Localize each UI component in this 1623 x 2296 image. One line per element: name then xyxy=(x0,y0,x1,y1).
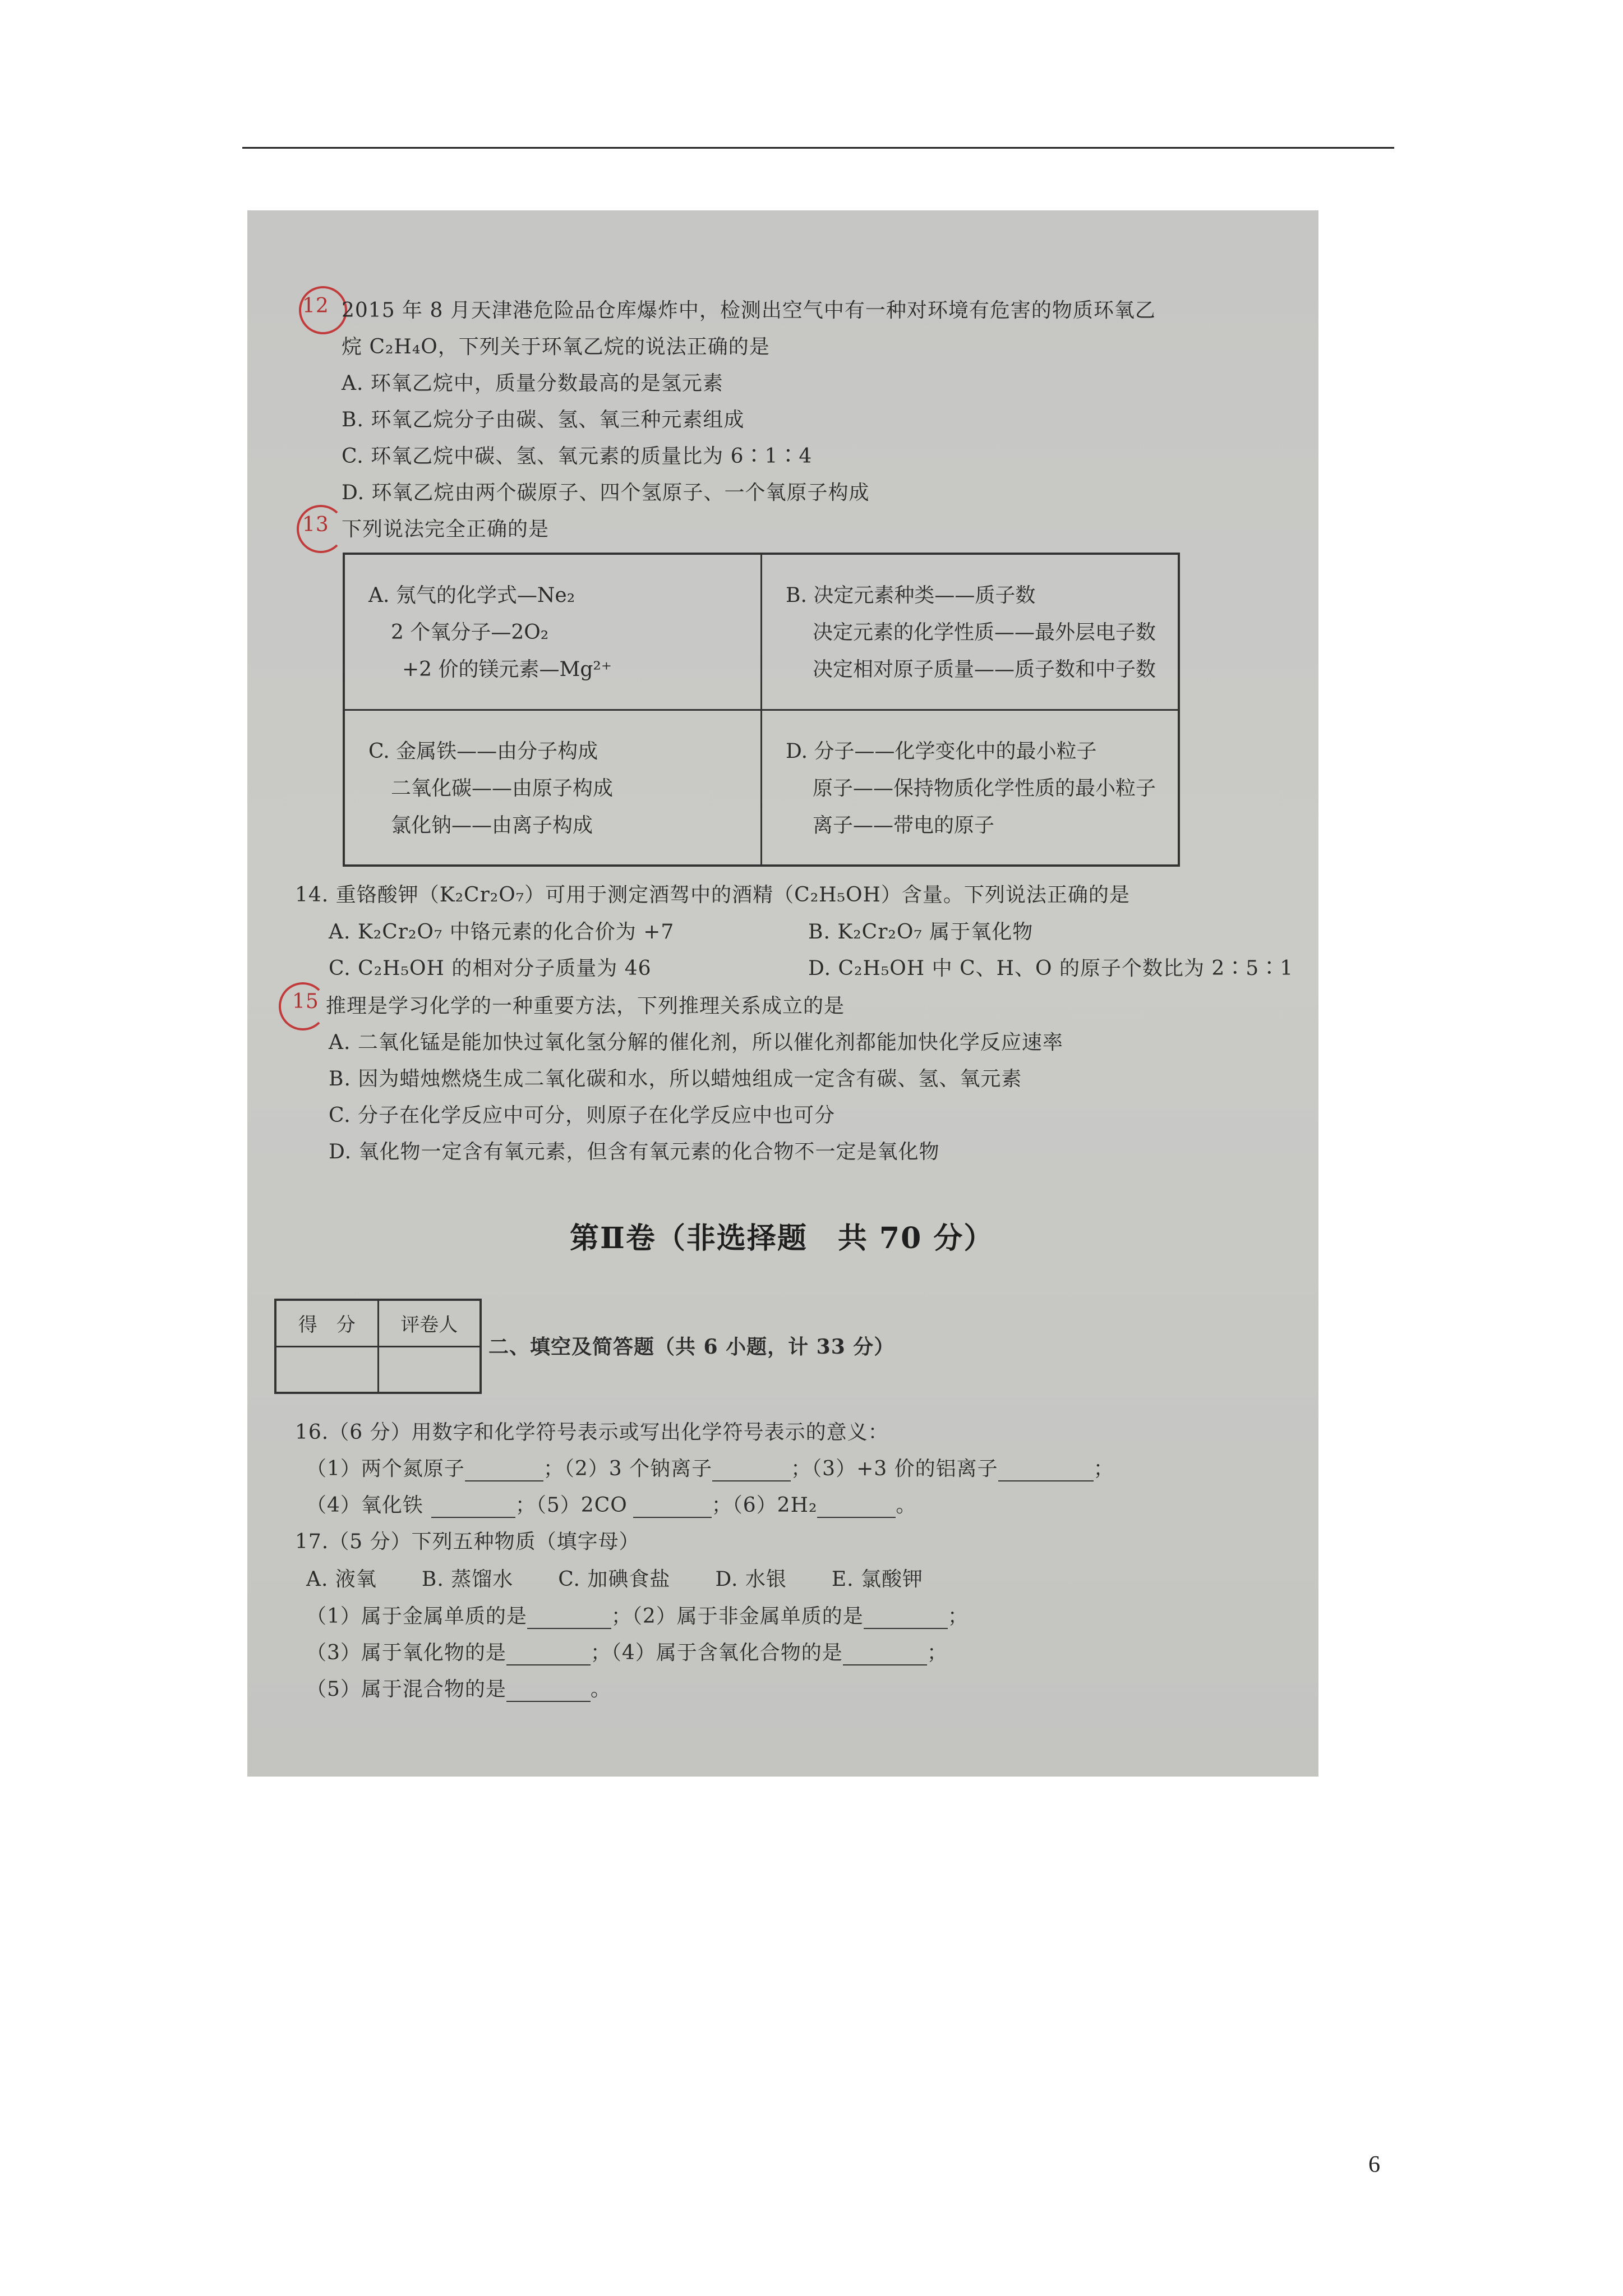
cell-line: A. 氖气的化学式—Ne₂ xyxy=(368,584,575,607)
answer-blank[interactable] xyxy=(712,1461,791,1481)
answer-blank[interactable] xyxy=(633,1498,712,1518)
q15-option-d: D. 氧化物一定含有氧元素，但含有氧元素的化合物不一定是氧化物 xyxy=(329,1140,940,1163)
cell-line: 2 个氧分子—2O₂ xyxy=(391,621,549,644)
q16-part1: （1）两个氮原子 xyxy=(306,1457,465,1480)
q12-option-b: B. 环氧乙烷分子由碳、氢、氧三种元素组成 xyxy=(342,408,745,431)
answer-blank[interactable] xyxy=(864,1609,948,1629)
q13-options-table xyxy=(343,553,1180,867)
q12-number: 12 xyxy=(302,295,329,318)
q15-number: 15 xyxy=(292,990,319,1013)
q13-cell-b xyxy=(762,554,1179,710)
cell-line: 离子——带电的原子 xyxy=(813,813,995,837)
q17-stem: 17.（5 分）下列五种物质（填字母） xyxy=(295,1530,640,1553)
q15-stem: 推理是学习化学的一种重要方法，下列推理关系成立的是 xyxy=(326,995,845,1018)
answer-blank[interactable] xyxy=(506,1645,591,1665)
cell-line: +2 价的镁元素—Mg²⁺ xyxy=(402,658,612,681)
answer-blank[interactable] xyxy=(527,1609,611,1629)
cell-line: D. 分子——化学变化中的最小粒子 xyxy=(786,739,1097,763)
cell-line: 决定元素的化学性质——最外层电子数 xyxy=(813,621,1156,644)
q16-stem: 16.（6 分）用数字和化学符号表示或写出化学符号表示的意义： xyxy=(295,1421,889,1444)
q16-end: 。 xyxy=(896,1494,917,1517)
q15-option-a: A. 二氧化锰是能加快过氧化氢分解的催化剂，所以催化剂都能加快化学反应速率 xyxy=(329,1031,1063,1054)
q15-option-c: C. 分子在化学反应中可分，则原子在化学反应中也可分 xyxy=(329,1104,836,1127)
q17-choice-c: C. 加碘食盐 xyxy=(558,1568,671,1591)
cell-line: 决定相对原子质量——质子数和中子数 xyxy=(813,658,1156,681)
q13-cell-a xyxy=(344,554,762,710)
q12-option-c: C. 环氧乙烷中碳、氢、氧元素的质量比为 6∶1∶4 xyxy=(342,445,813,468)
answer-blank[interactable] xyxy=(843,1645,927,1665)
grader-header: 评卷人 xyxy=(378,1300,481,1346)
q15-option-b: B. 因为蜡烛燃烧生成二氧化碳和水，所以蜡烛组成一定含有碳、氢、氧元素 xyxy=(329,1068,1022,1091)
q14-option-d: D. C₂H₅OH 中 C、H、O 的原子个数比为 2∶5∶1 xyxy=(808,957,1294,980)
q12-option-d: D. 环氧乙烷由两个碳原子、四个氢原子、一个氧原子构成 xyxy=(342,481,870,504)
answer-blank[interactable] xyxy=(465,1461,543,1481)
cell-line: 二氧化碳——由原子构成 xyxy=(391,776,614,800)
q17-semicolon: ； xyxy=(926,1641,948,1664)
q16-semicolon: ； xyxy=(1093,1457,1114,1480)
q16-part5: ；（5）2CO xyxy=(515,1494,628,1517)
q14-option-b: B. K₂Cr₂O₇ 属于氧化物 xyxy=(808,921,1034,944)
q14-stem: 14. 重铬酸钾（K₂Cr₂O₇）可用于测定酒驾中的酒精（C₂H₅OH）含量。下列说法正确的是 xyxy=(295,884,1130,907)
q13-stem: 下列说法完全正确的是 xyxy=(342,518,550,541)
q16-part6: ；（6）2H₂ xyxy=(711,1494,818,1517)
q17-choice-e: E. 氯酸钾 xyxy=(831,1568,924,1591)
q17-choice-b: B. 蒸馏水 xyxy=(421,1568,514,1591)
exam-photo xyxy=(247,210,1318,1777)
q17-line3 xyxy=(306,1673,611,1702)
q16-part3: ；（3）+3 价的铝离子 xyxy=(791,1457,998,1480)
cell-line: B. 决定元素种类——质子数 xyxy=(786,584,1036,607)
q14-option-a: A. K₂Cr₂O₇ 中铬元素的化合价为 +7 xyxy=(329,921,675,944)
answer-blank[interactable] xyxy=(998,1461,1094,1481)
score-blank xyxy=(275,1346,378,1393)
section-title: 第Ⅱ卷（非选择题 共 70 分） xyxy=(570,1221,994,1255)
answer-blank[interactable] xyxy=(817,1498,896,1518)
score-header: 得 分 xyxy=(275,1300,378,1346)
answer-blank[interactable] xyxy=(431,1498,515,1518)
q13-cell-d xyxy=(762,710,1179,866)
q12-stem-line2: 烷 C₂H₄O，下列关于环氧乙烷的说法正确的是 xyxy=(342,335,770,358)
page-number: 6 xyxy=(1368,2152,1380,2178)
q13-number: 13 xyxy=(302,513,329,536)
q13-cell-c xyxy=(344,710,762,866)
part-title: 二、填空及简答题（共 6 小题，计 33 分） xyxy=(488,1335,895,1359)
q17-choice-a: A. 液氧 xyxy=(306,1568,377,1591)
q12-stem-line1: 2015 年 8 月天津港危险品仓库爆炸中，检测出空气中有一种对环境有危害的物质环氧乙 xyxy=(342,299,1156,322)
q17-part1: （1）属于金属单质的是 xyxy=(306,1605,527,1628)
answer-blank[interactable] xyxy=(506,1682,591,1702)
q17-line1 xyxy=(306,1600,969,1629)
q17-line2 xyxy=(306,1637,948,1665)
q17-semicolon: ； xyxy=(947,1605,969,1628)
cell-line: 原子——保持物质化学性质的最小粒子 xyxy=(813,776,1156,800)
q17-part4: ；（4）属于含氧化合物的是 xyxy=(590,1641,843,1664)
q17-choice-d: D. 水银 xyxy=(715,1568,787,1591)
q17-part5: （5）属于混合物的是 xyxy=(306,1678,506,1701)
grader-blank xyxy=(378,1346,481,1393)
q14-option-c: C. C₂H₅OH 的相对分子质量为 46 xyxy=(329,957,652,980)
q17-part3: （3）属于氧化物的是 xyxy=(306,1641,506,1664)
q17-choices xyxy=(306,1563,923,1592)
q12-option-a: A. 环氧乙烷中，质量分数最高的是氢元素 xyxy=(342,372,723,395)
q17-part2: ；（2）属于非金属单质的是 xyxy=(611,1605,864,1628)
q16-part2: ；（2）3 个钠离子 xyxy=(543,1457,713,1480)
cell-line: C. 金属铁——由分子构成 xyxy=(368,739,598,763)
q17-end: 。 xyxy=(590,1678,611,1701)
header-rule xyxy=(242,147,1394,149)
cell-line: 氯化钠——由离子构成 xyxy=(391,813,593,837)
q16-line2 xyxy=(306,1489,916,1518)
q16-part4: （4）氧化铁 xyxy=(306,1494,423,1517)
q16-line1 xyxy=(306,1453,1114,1481)
score-box xyxy=(274,1299,482,1394)
